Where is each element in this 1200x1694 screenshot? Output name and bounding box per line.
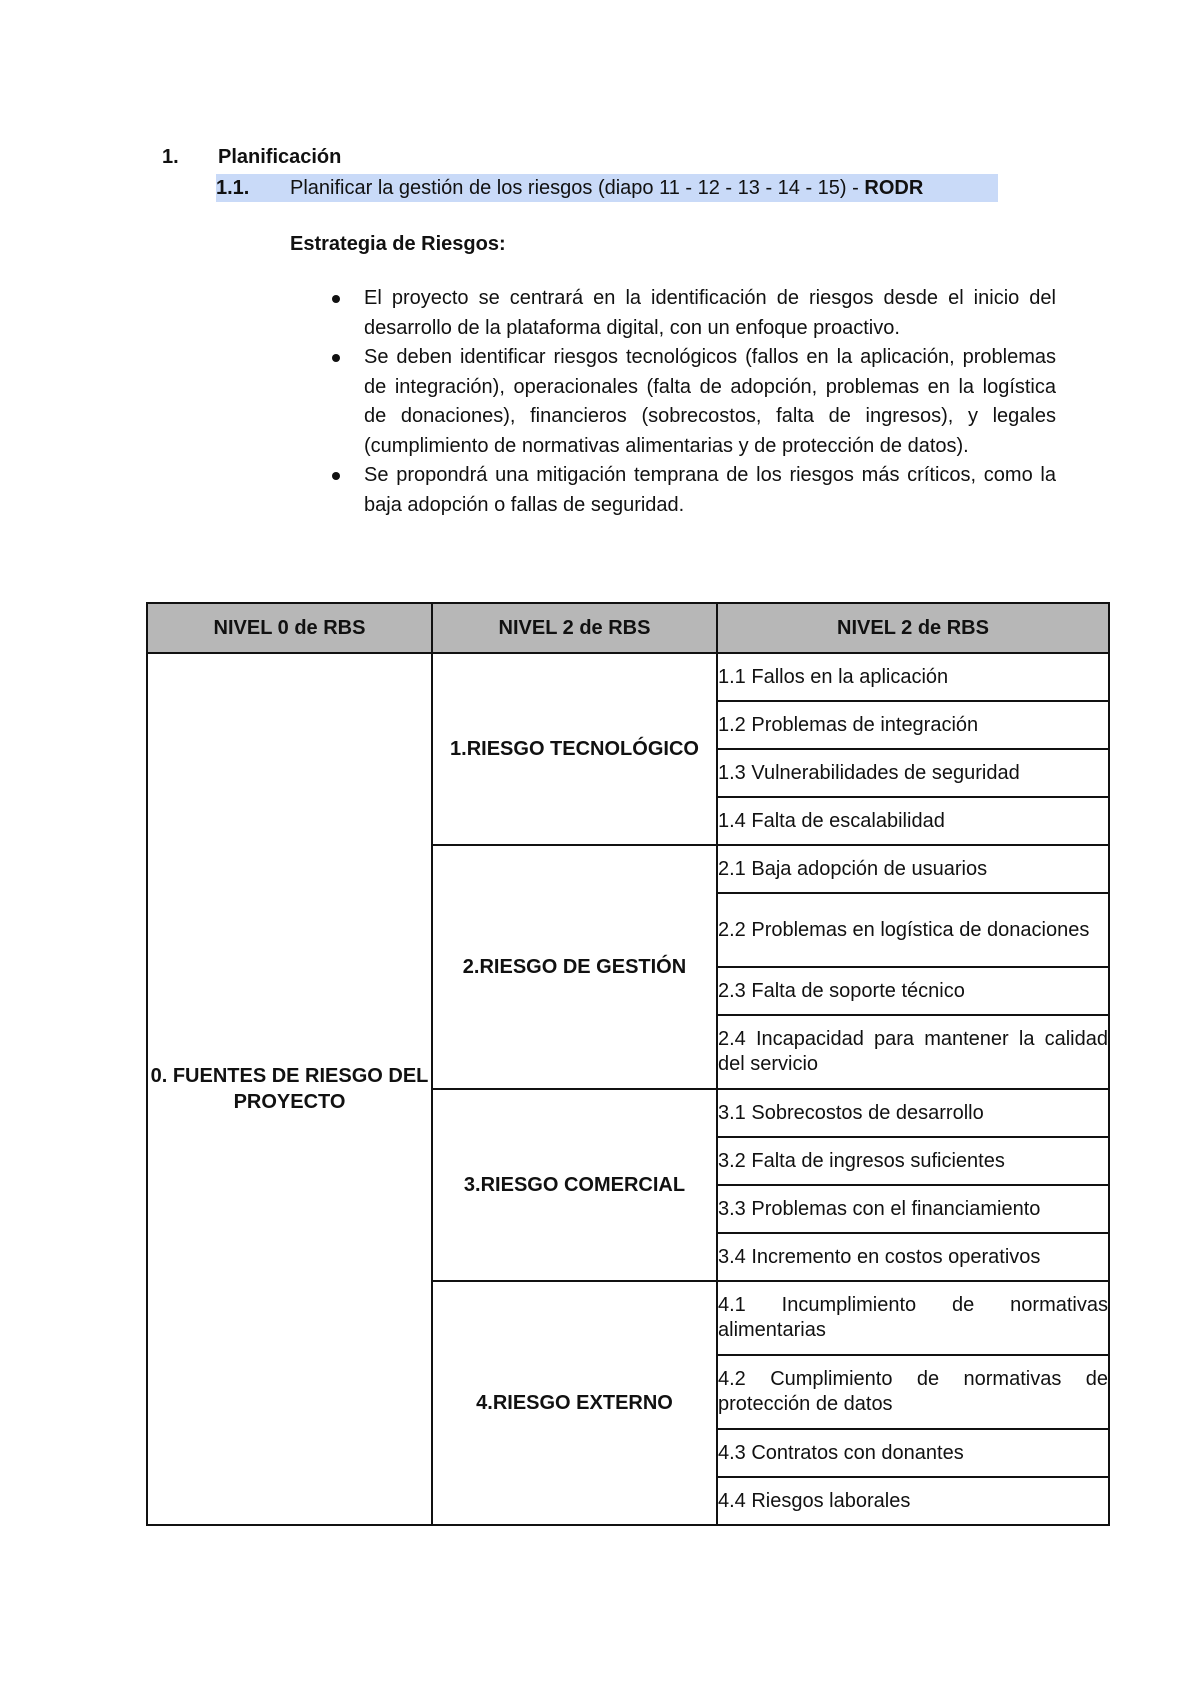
risk-item: 4.2 Cumplimiento de normativas de protección de datos <box>717 1355 1109 1429</box>
risk-item: 3.2 Falta de ingresos suficientes <box>717 1137 1109 1185</box>
strategy-bullet: Se propondrá una mitigación temprana de los riesgos más críticos, como la baja adopción o fallas de seguridad. <box>330 461 1056 520</box>
risk-item: 2.1 Baja adopción de usuarios <box>717 845 1109 893</box>
group-tecnologico: 1.RIESGO TECNOLÓGICO <box>432 653 717 845</box>
risk-item: 4.4 Riesgos laborales <box>717 1477 1109 1525</box>
risk-item: 4.3 Contratos con donantes <box>717 1429 1109 1477</box>
header-level2: NIVEL 2 de RBS <box>717 603 1109 653</box>
subsection-text: Planificar la gestión de los riesgos (diapo 11 - 12 - 13 - 14 - 15) - <box>290 177 865 199</box>
risk-item: 4.1 Incumplimiento de normativas alimentarias <box>717 1281 1109 1355</box>
header-level0: NIVEL 0 de RBS <box>147 603 432 653</box>
subsection-suffix: RODR <box>864 177 924 199</box>
group-gestion: 2.RIESGO DE GESTIÓN <box>432 845 717 1089</box>
section-heading <box>162 146 341 169</box>
risk-item: 1.2 Problemas de integración <box>717 701 1109 749</box>
risk-item: 1.3 Vulnerabilidades de seguridad <box>717 749 1109 797</box>
risk-item: 2.4 Incapacidad para mantener la calidad del servicio <box>717 1015 1109 1089</box>
risk-item: 2.3 Falta de soporte técnico <box>717 967 1109 1015</box>
rbs-table <box>146 602 1110 1526</box>
risk-item: 3.3 Problemas con el financiamiento <box>717 1185 1109 1233</box>
risk-item: 3.4 Incremento en costos operativos <box>717 1233 1109 1281</box>
table-header-row <box>147 603 1109 653</box>
group-externo: 4.RIESGO EXTERNO <box>432 1281 717 1525</box>
header-level1: NIVEL 2 de RBS <box>432 603 717 653</box>
risk-item: 1.4 Falta de escalabilidad <box>717 797 1109 845</box>
subsection-heading <box>216 174 998 202</box>
strategy-title: Estrategia de Riesgos: <box>290 233 506 255</box>
risk-item: 2.2 Problemas en logística de donaciones <box>717 893 1109 967</box>
risk-item: 3.1 Sobrecostos de desarrollo <box>717 1089 1109 1137</box>
group-comercial: 3.RIESGO COMERCIAL <box>432 1089 717 1281</box>
strategy-list <box>330 284 1056 520</box>
section-number: 1. <box>162 146 179 168</box>
level0-cell: 0. FUENTES DE RIESGO DEL PROYECTO <box>147 653 432 1525</box>
strategy-bullet: Se deben identificar riesgos tecnológicos (fallos en la aplicación, problemas de integración), operacionales (falta de adopción, problemas en la logística de donaciones), financieros (sobrecostos, falta de ingresos), y legales (cumplimiento de normativas alimentarias y de protección de datos). <box>330 343 1056 461</box>
subsection-number: 1.1. <box>216 177 250 199</box>
table-row <box>147 653 1109 701</box>
risk-item: 1.1 Fallos en la aplicación <box>717 653 1109 701</box>
section-title: Planificación <box>218 146 342 168</box>
strategy-bullet: El proyecto se centrará en la identificación de riesgos desde el inicio del desarrollo de la plataforma digital, con un enfoque proactivo. <box>330 284 1056 343</box>
